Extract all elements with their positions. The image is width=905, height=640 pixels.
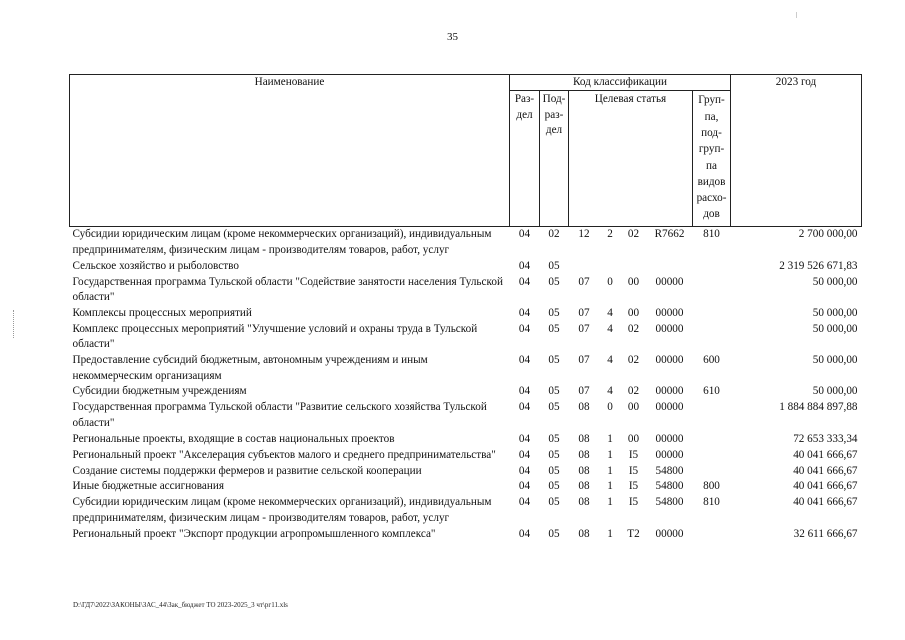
row-sum: 2 319 526 671,83 [779,259,858,272]
row-razdel: 04 [518,527,531,540]
table-row [70,259,862,275]
row-sum: 50 000,00 [812,322,858,335]
row-name: Сельское хозяйство и рыболовство [72,259,239,272]
row-program: 07 [578,275,590,288]
row-sum: 50 000,00 [812,385,858,398]
row-subprogram: 1 [607,432,613,445]
row-sum: 2 700 000,00 [798,228,858,241]
row-sum: 40 041 666,67 [793,464,858,477]
row-razdel: 04 [518,480,531,493]
row-subprogram: 1 [607,496,613,509]
row-event: 02 [627,322,640,335]
budget-sheet [69,74,861,543]
budget-table [69,74,862,543]
row-podrazdel: 05 [548,306,560,319]
row-direction: R7662 [654,228,685,241]
row-razdel: 04 [518,401,531,414]
row-razdel: 04 [518,228,531,241]
row-event: I5 [628,464,639,477]
row-event: I5 [628,480,639,493]
row-sum: 40 041 666,67 [793,480,858,493]
row-event [621,259,647,275]
row-program: 08 [578,432,590,445]
row-subprogram: 4 [607,385,613,398]
row-vid: 810 [703,228,720,241]
row-name: Государственная программа Тульской области "Развитие сельского хозяйства Тульской области" [72,401,487,429]
table-row [70,322,862,353]
header-vid [693,91,731,227]
header-podrazdel-text: Под- раз- дел [542,93,566,137]
row-program: 08 [578,401,590,414]
scan-mark [796,12,797,18]
row-vid [693,306,731,322]
row-podrazdel: 02 [548,228,560,241]
file-path-footer: D:\ГД7\2022\ЗАКОНЫ\ЗАС_44\Зак_бюджет ТО 2023-2025_3 чт\рг11.xls [73,601,288,609]
row-name: Предоставление субсидий бюджетным, автономным учреждениям и иным некоммерческим организациям [72,354,428,382]
row-subprogram: 1 [607,527,613,540]
table-row [70,432,862,448]
row-event: 02 [627,228,640,241]
header-name: Наименование [70,75,510,227]
row-razdel: 04 [518,464,531,477]
row-sum: 50 000,00 [812,275,858,288]
header-code-group: Код классификации [510,75,731,91]
row-subprogram: 2 [607,228,613,241]
row-direction: 54800 [655,480,684,493]
row-podrazdel: 05 [548,480,560,493]
row-program: 12 [578,228,590,241]
row-program: 08 [578,448,590,461]
row-podrazdel: 05 [548,432,560,445]
row-podrazdel: 05 [548,527,560,540]
row-subprogram [600,259,621,275]
row-event: 00 [627,275,640,288]
row-sum: 40 041 666,67 [793,448,858,461]
row-sum: 32 611 666,67 [793,527,858,540]
margin-mark [13,310,15,338]
row-razdel: 04 [518,322,531,335]
row-vid [693,527,731,543]
table-row [70,306,862,322]
row-direction: 54800 [655,496,684,509]
row-direction: 00000 [655,354,684,367]
page-number: 35 [447,31,458,43]
row-vid [693,464,731,480]
table-row [70,464,862,480]
row-event: 02 [627,385,640,398]
header-vid-text: Груп- па, под- груп- па видов расхо- дов [696,94,727,221]
row-podrazdel: 05 [548,496,560,509]
row-sum: 40 041 666,67 [793,496,858,509]
table-row [70,227,862,259]
row-subprogram: 1 [607,448,613,461]
row-direction [647,259,693,275]
row-razdel: 04 [518,448,531,461]
row-event: 00 [627,432,640,445]
row-podrazdel: 05 [548,275,560,288]
row-name: Субсидии бюджетным учреждениям [72,385,247,398]
row-event: T2 [627,527,640,540]
row-program: 07 [578,322,590,335]
row-razdel: 04 [518,275,531,288]
row-razdel: 04 [518,306,531,319]
row-program: 08 [578,464,590,477]
row-direction: 00000 [655,306,684,319]
row-vid: 810 [703,496,720,509]
row-event: I5 [628,496,639,509]
table-row [70,353,862,384]
row-direction: 00000 [655,448,684,461]
row-podrazdel: 05 [548,259,560,272]
row-razdel: 04 [518,354,531,367]
row-vid [693,275,731,306]
row-vid [693,400,731,431]
row-vid [693,259,731,275]
row-direction: 54800 [655,464,684,477]
row-program [569,259,600,275]
row-subprogram: 0 [607,401,613,414]
row-sum: 72 653 333,34 [793,432,858,445]
row-subprogram: 1 [607,464,613,477]
row-direction: 00000 [655,527,684,540]
row-name: Государственная программа Тульской области "Содействие занятости населения Тульской области" [72,275,503,304]
row-name: Комплекс процессных мероприятий "Улучшение условий и охраны труда в Тульской области" [72,322,478,351]
row-event: 00 [627,401,640,414]
row-direction: 00000 [655,401,684,414]
row-vid: 600 [703,354,720,367]
row-name: Региональные проекты, входящие в состав национальных проектов [72,432,395,445]
row-vid [693,432,731,448]
row-subprogram: 0 [607,275,613,288]
row-podrazdel: 05 [548,401,560,414]
table-row [70,275,862,306]
header-razdel [510,91,540,227]
row-vid [693,322,731,353]
row-event: I5 [628,448,639,461]
row-direction: 00000 [655,432,684,445]
row-razdel: 04 [518,385,531,398]
row-event: 00 [627,306,640,319]
row-subprogram: 4 [607,354,613,367]
row-name: Региональный проект "Экспорт продукции агропромышленного комплекса" [72,527,436,540]
row-program: 07 [578,306,590,319]
row-name: Субсидии юридическим лицам (кроме некоммерческих организаций), индивидуальным предпринимателям, физическим лицам - производителям товаров, работ, услуг [72,228,492,256]
row-program: 08 [578,527,590,540]
row-razdel: 04 [518,259,531,272]
header-podrazdel [540,91,569,227]
row-vid: 800 [703,480,720,493]
table-row [70,479,862,495]
row-direction: 00000 [655,322,684,335]
row-podrazdel: 05 [548,385,560,398]
table-row [70,448,862,464]
header-razdel-text: Раз- дел [514,93,535,121]
row-program: 07 [578,354,590,367]
row-name: Создание системы поддержки фермеров и развитие сельской кооперации [72,464,422,477]
row-razdel: 04 [518,496,531,509]
row-name: Субсидии юридическим лицам (кроме некоммерческих организаций), индивидуальным предпринимателям, физическим лицам - производителям товаров, работ, услуг [72,496,492,524]
row-program: 07 [578,385,590,398]
row-program: 08 [578,480,590,493]
row-name: Иные бюджетные ассигнования [72,480,224,493]
row-subprogram: 4 [607,306,613,319]
table-row [70,495,862,526]
row-program: 08 [578,496,590,509]
row-name: Комплексы процессных мероприятий [72,306,252,319]
row-subprogram: 1 [607,480,613,493]
row-razdel: 04 [518,432,531,445]
table-row [70,384,862,400]
row-vid [693,448,731,464]
row-direction: 00000 [655,385,684,398]
row-direction: 00000 [655,275,684,288]
table-row [70,527,862,543]
row-sum: 50 000,00 [812,306,858,319]
row-podrazdel: 05 [548,322,560,335]
row-event: 02 [627,354,640,367]
row-podrazdel: 05 [548,464,560,477]
header-year: 2023 год [731,75,862,227]
row-subprogram: 4 [607,322,613,335]
row-name: Региональный проект "Акселерация субъектов малого и среднего предпринимательства" [72,448,496,461]
header-target: Целевая статья [569,91,693,227]
row-sum: 50 000,00 [812,354,858,367]
row-vid: 610 [703,385,720,398]
row-podrazdel: 05 [548,448,560,461]
row-sum: 1 884 884 897,88 [779,401,858,414]
table-row [70,400,862,431]
row-podrazdel: 05 [548,354,560,367]
